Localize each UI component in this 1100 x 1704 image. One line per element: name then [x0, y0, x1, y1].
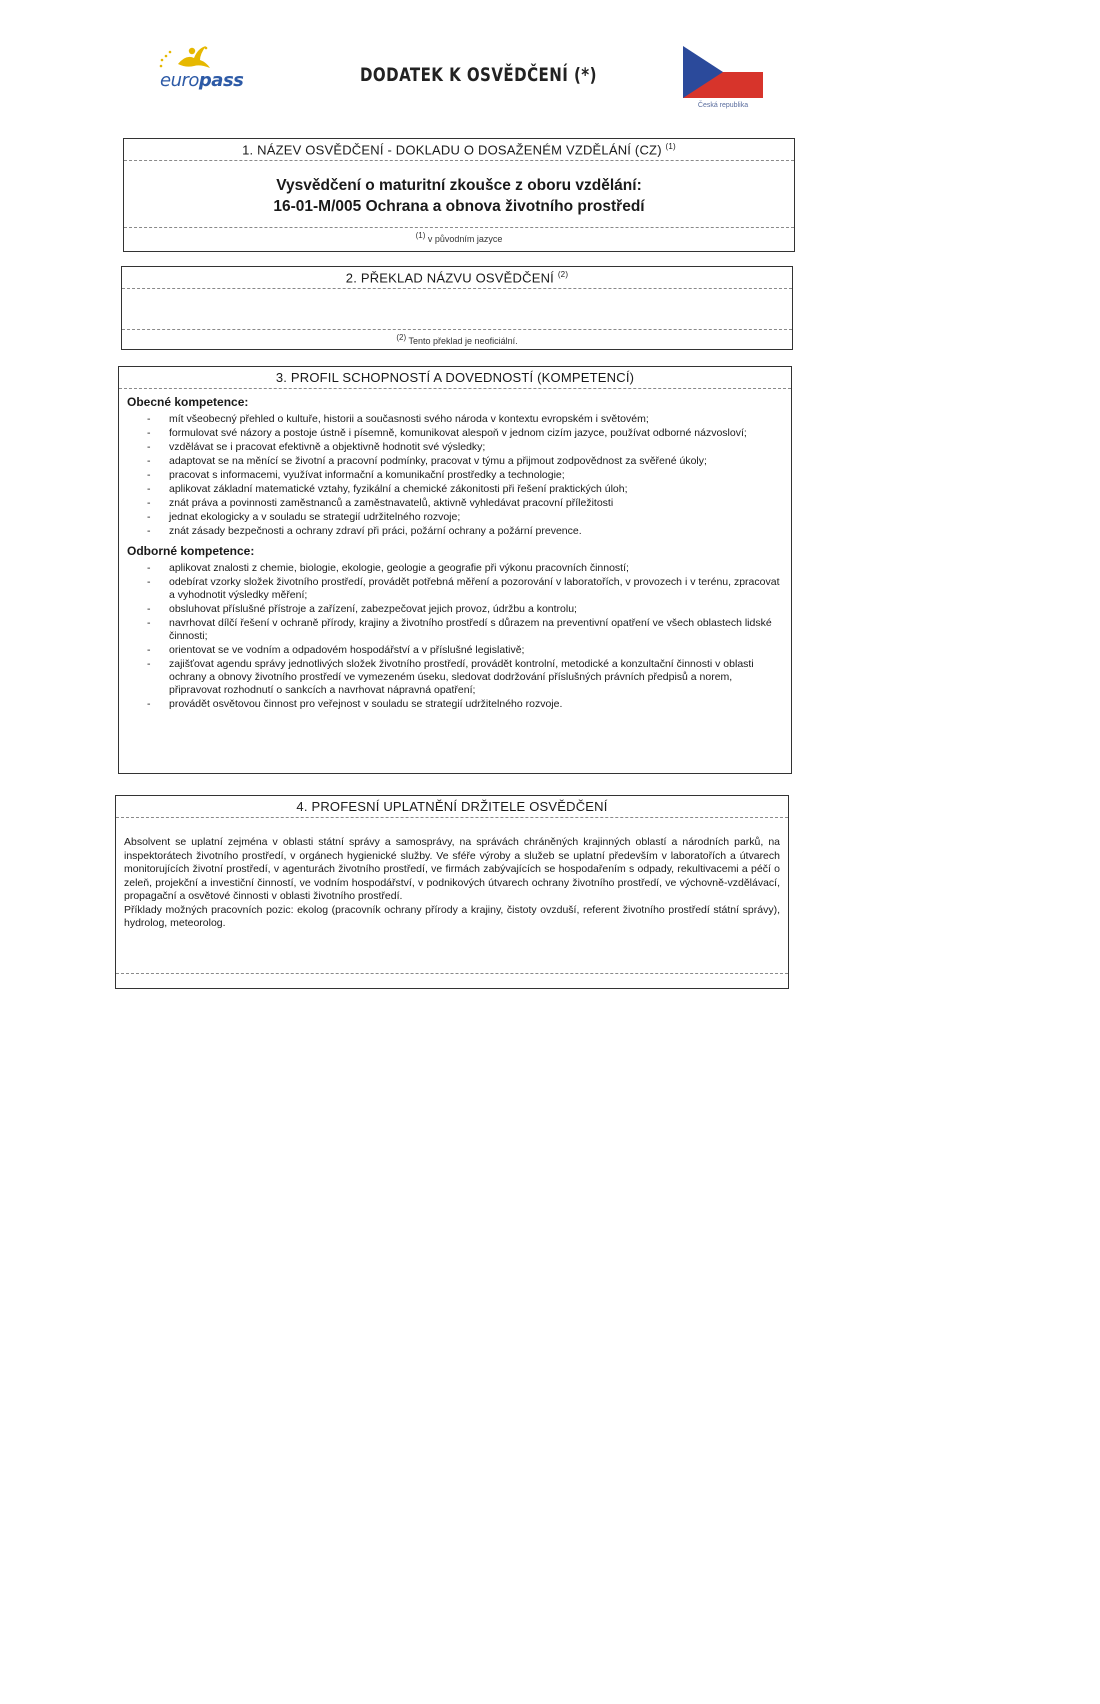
occupations-paragraph: Absolvent se uplatní zejména v oblasti státní správy a samosprávy, na správách chráněných krajinných oblastí a národních parků, na inspektorátech životního prostředí, v orgánech hygienické služby. Ve sféře výroby a služeb se uplatní především v laboratořích a útvarech monitorujících životní prostředí, v agenturách životního prostředí, ve firmách zabývajících se hospodařením s odpady, rekultivacemi a péčí o zeleň, projekční a investiční činností, ve vodním hospodářství, v podnikových útvarech ochrany životního prostředí, ve výchovně-vzdělávací, propagační a osvětové činnosti v oblasti životního prostředí. — [124, 836, 780, 902]
logo-text-bold: pass — [198, 70, 244, 91]
qualification-title-line2: 16-01-M/005 Ochrana a obnova životního prostředí — [273, 198, 645, 215]
competence-item: - orientovat se ve vodním a odpadovém hospodářství a v příslušné legislativě; — [147, 644, 783, 657]
section-certificate-title — [123, 138, 795, 252]
competence-item: - navrhovat dílčí řešení v ochraně přírody, krajiny a životního prostředí s důrazem na preventivní opatření ve všech oblastech lidské činnosti; — [147, 617, 783, 643]
competence-item: - vzdělávat se i pracovat efektivně a objektivně hodnotit své výsledky; — [147, 441, 783, 454]
competence-item: - jednat ekologicky a v souladu se strategií udržitelného rozvoje; — [147, 511, 783, 524]
qualification-title-line1: Vysvědčení o maturitní zkoušce z oboru vzdělání: — [276, 177, 642, 194]
europass-logo — [148, 42, 248, 94]
professional-competences-label: Odborné kompetence: — [127, 544, 255, 558]
competence-item: - adaptovat se na měnící se životní a pracovní podmínky, pracovat v týmu a přijmout zodpovědnost za svěřené úkoly; — [147, 455, 783, 468]
europass-wordmark — [160, 70, 243, 91]
competence-item: - znát práva a povinnosti zaměstnanců a zaměstnavatelů, aktivně vyhledávat pracovní příležitosti — [147, 497, 783, 510]
qualification-title — [124, 175, 794, 223]
section4-divider — [116, 973, 788, 974]
competence-item: - aplikovat znalosti z chemie, biologie, ekologie, geologie a geografie při výkonu pracovních činností; — [147, 562, 783, 575]
section2-footnote-text: Tento překlad je neoficiální. — [408, 336, 518, 346]
section-occupations — [115, 795, 789, 989]
example-positions-paragraph: Příklady možných pracovních pozic: ekolog (pracovník ochrany přírody a krajiny, čistoty ovzduší, referent životního prostředí státní správy), hydrolog, meteorolog. — [124, 903, 780, 929]
competence-item: - obsluhovat příslušné přístroje a zařízení, zabezpečovat jejich provoz, údržbu a kontrolu; — [147, 603, 783, 616]
section4-heading: 4. PROFESNÍ UPLATNĚNÍ DRŽITELE OSVĚDČENÍ — [116, 796, 788, 818]
competence-item: - formulovat své názory a postoje ústně i písemně, komunikovat alespoň v jednom cizím jazyce, používat odborné názvosloví; — [147, 427, 783, 440]
competence-item: - mít všeobecný přehled o kultuře, historii a současnosti svého národa v kontextu evropském i světovém; — [147, 413, 783, 426]
section2-footnote — [122, 330, 792, 346]
section2-heading — [122, 267, 792, 289]
logo-text-light: euro — [160, 70, 199, 91]
flag-caption: Česká republika — [697, 102, 749, 109]
section1-heading-footnote: (1) — [665, 142, 676, 151]
section2-heading-text: 2. PŘEKLAD NÁZVU OSVĚDČENÍ — [345, 270, 554, 286]
professional-competences-list — [119, 562, 791, 711]
section2-heading-footnote: (2) — [557, 270, 569, 279]
competence-item: - odebírat vzorky složek životního prostředí, provádět potřebná měření a pozorování v laboratořích, v provozech i v terénu, zpracovat a vyhodnotit výsledky měření; — [147, 576, 783, 602]
section1-heading-text: 1. NÁZEV OSVĚDČENÍ - DOKLADU O DOSAŽENÉM VZDĚLÁNÍ (CZ) — [242, 142, 662, 158]
competence-item: - provádět osvětovou činnost pro veřejnost v souladu se strategií udržitelného rozvoje. — [147, 698, 783, 711]
section-title-translation — [121, 266, 793, 350]
translation-blank-area — [122, 289, 792, 330]
competence-item: - aplikovat základní matematické vztahy, fyzikální a chemické zákonitosti při řešení praktických úloh; — [147, 483, 783, 496]
section2-footnote-mark: (2) — [396, 333, 407, 342]
section1-footnote — [124, 227, 794, 244]
competence-item: - znát zásady bezpečnosti a ochrany zdraví při práci, požární ochrany a požární prevence. — [147, 525, 783, 538]
section3-heading: 3. PROFIL SCHOPNOSTÍ A DOVEDNOSTÍ (KOMPETENCÍ) — [119, 367, 791, 389]
section1-heading — [124, 139, 794, 161]
section-skills-profile — [118, 366, 792, 774]
section1-footnote-text: v původním jazyce — [427, 234, 503, 244]
competence-item: - pracovat s informacemi, využívat informační a komunikační prostředky a technologie; — [147, 469, 783, 482]
section1-footnote-mark: (1) — [415, 231, 426, 240]
general-competences-list — [119, 413, 791, 538]
czech-flag-icon — [683, 46, 763, 98]
competence-item: - zajišťovat agendu správy jednotlivých složek životního prostředí, provádět kontrolní, metodické a konzultační činnosti v oblasti ochrany a obnovy životního prostředí ve vymezeném úseku, sledovat dodržování příslušných právních předpisů a norem, připravovat rozhodnutí o sankcích a navrhovat nápravná opatření; — [147, 658, 783, 697]
document-title: DODATEK K OSVĚDČENÍ (*) — [360, 64, 597, 86]
general-competences-label: Obecné kompetence: — [127, 395, 249, 409]
